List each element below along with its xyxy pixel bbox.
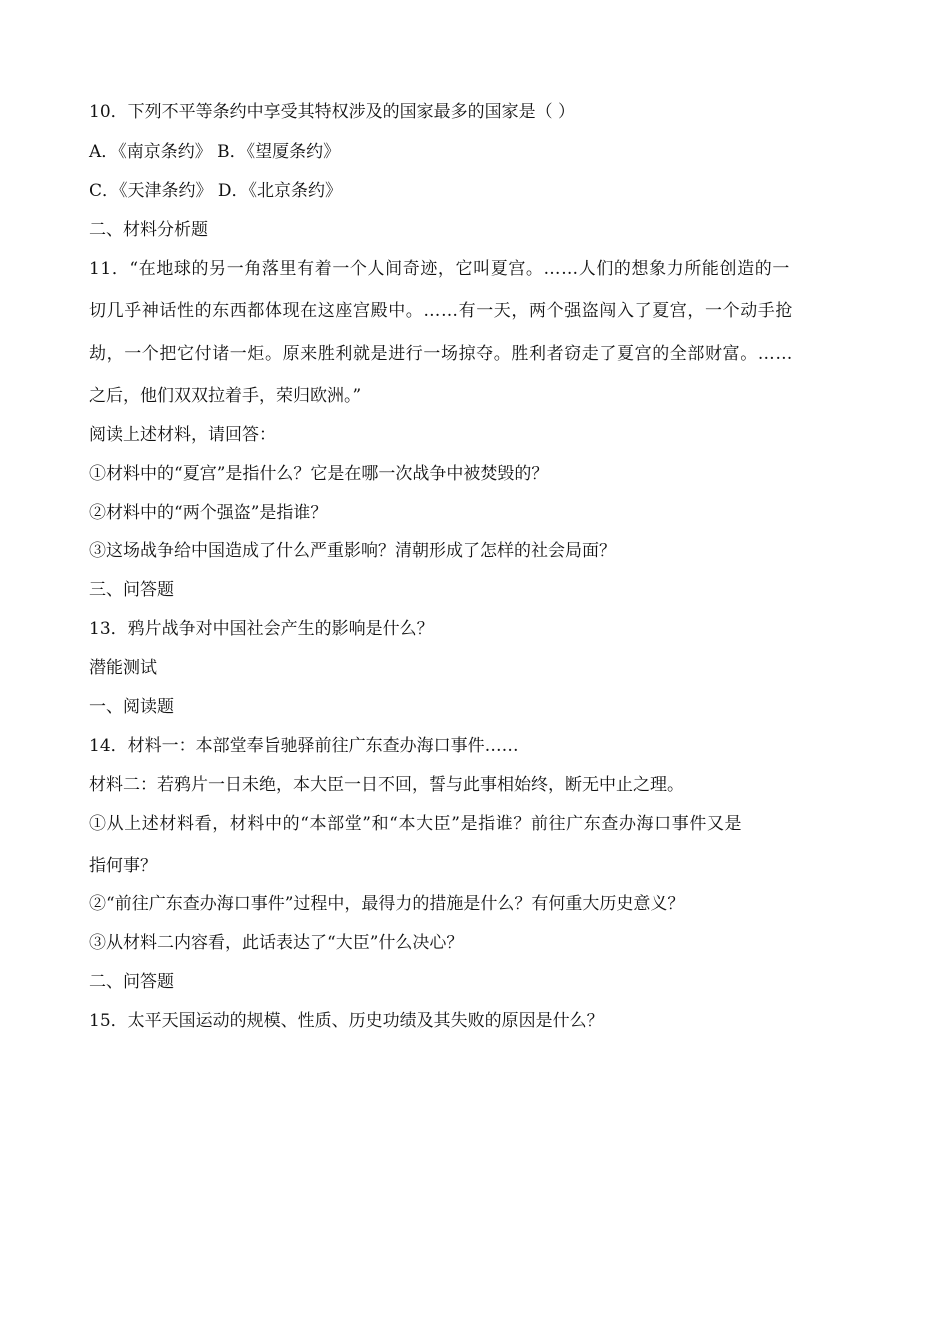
question-10-stem: 10．下列不平等条约中享受其特权涉及的国家最多的国家是（ ）	[89, 102, 576, 122]
question-10-options-cd: C．《天津条约》 D．《北京条约》	[89, 181, 343, 201]
question-14-material-2: 材料二：若鸦片一日未绝，本大臣一日不回，誓与此事相始终，断无中止之理。	[89, 775, 684, 795]
question-11-sub-1: ①材料中的“夏宫”是指什么？它是在哪一次战争中被焚毁的？	[89, 464, 549, 484]
question-11-sub-2: ②材料中的“两个强盗”是指谁？	[89, 503, 328, 523]
question-11-sub-3: ③这场战争给中国造成了什么严重影响？清朝形成了怎样的社会局面？	[89, 541, 616, 561]
question-14-material-1: 14．材料一：本部堂奉旨驰驿前往广东查办海口事件……	[89, 736, 519, 756]
section-heading-qa-2: 二、问答题	[89, 972, 174, 992]
question-11-material-line-3: 劫，一个把它付诸一炬。原来胜利就是进行一场掠夺。胜利者窃走了夏宫的全部财富。……	[89, 344, 793, 364]
section-heading-qa: 三、问答题	[89, 580, 174, 600]
question-11-material-line-4: 之后，他们双双拉着手，荣归欧洲。”	[89, 386, 362, 406]
question-11-instruction: 阅读上述材料，请回答：	[89, 425, 276, 445]
section-heading-potential-test: 潜能测试	[89, 658, 157, 678]
question-10-options-ab: A．《南京条约》 B．《望厦条约》	[89, 142, 341, 162]
section-heading-reading: 一、阅读题	[89, 697, 174, 717]
question-13: 13．鸦片战争对中国社会产生的影响是什么？	[89, 619, 434, 639]
question-14-sub-1-line-1: ①从上述材料看，材料中的“本部堂”和“本大臣”是指谁？前往广东查办海口事件又是	[89, 814, 743, 834]
question-14-sub-1-line-2: 指何事？	[89, 856, 157, 876]
question-11-material-line-2: 切几乎神话性的东西都体现在这座宫殿中。……有一天，两个强盗闯入了夏宫，一个动手抢	[89, 301, 793, 321]
question-14-sub-2: ②“前往广东查办海口事件”过程中，最得力的措施是什么？有何重大历史意义？	[89, 894, 685, 914]
section-heading-material-analysis: 二、材料分析题	[89, 220, 208, 240]
question-14-sub-3: ③从材料二内容看，此话表达了“大臣”什么决心？	[89, 933, 464, 953]
question-11-material-line-1: 11．“在地球的另一角落里有着一个人间奇迹，它叫夏宫。……人们的想象力所能创造的一	[89, 259, 790, 279]
question-15: 15．太平天国运动的规模、性质、历史功绩及其失败的原因是什么？	[89, 1011, 604, 1031]
